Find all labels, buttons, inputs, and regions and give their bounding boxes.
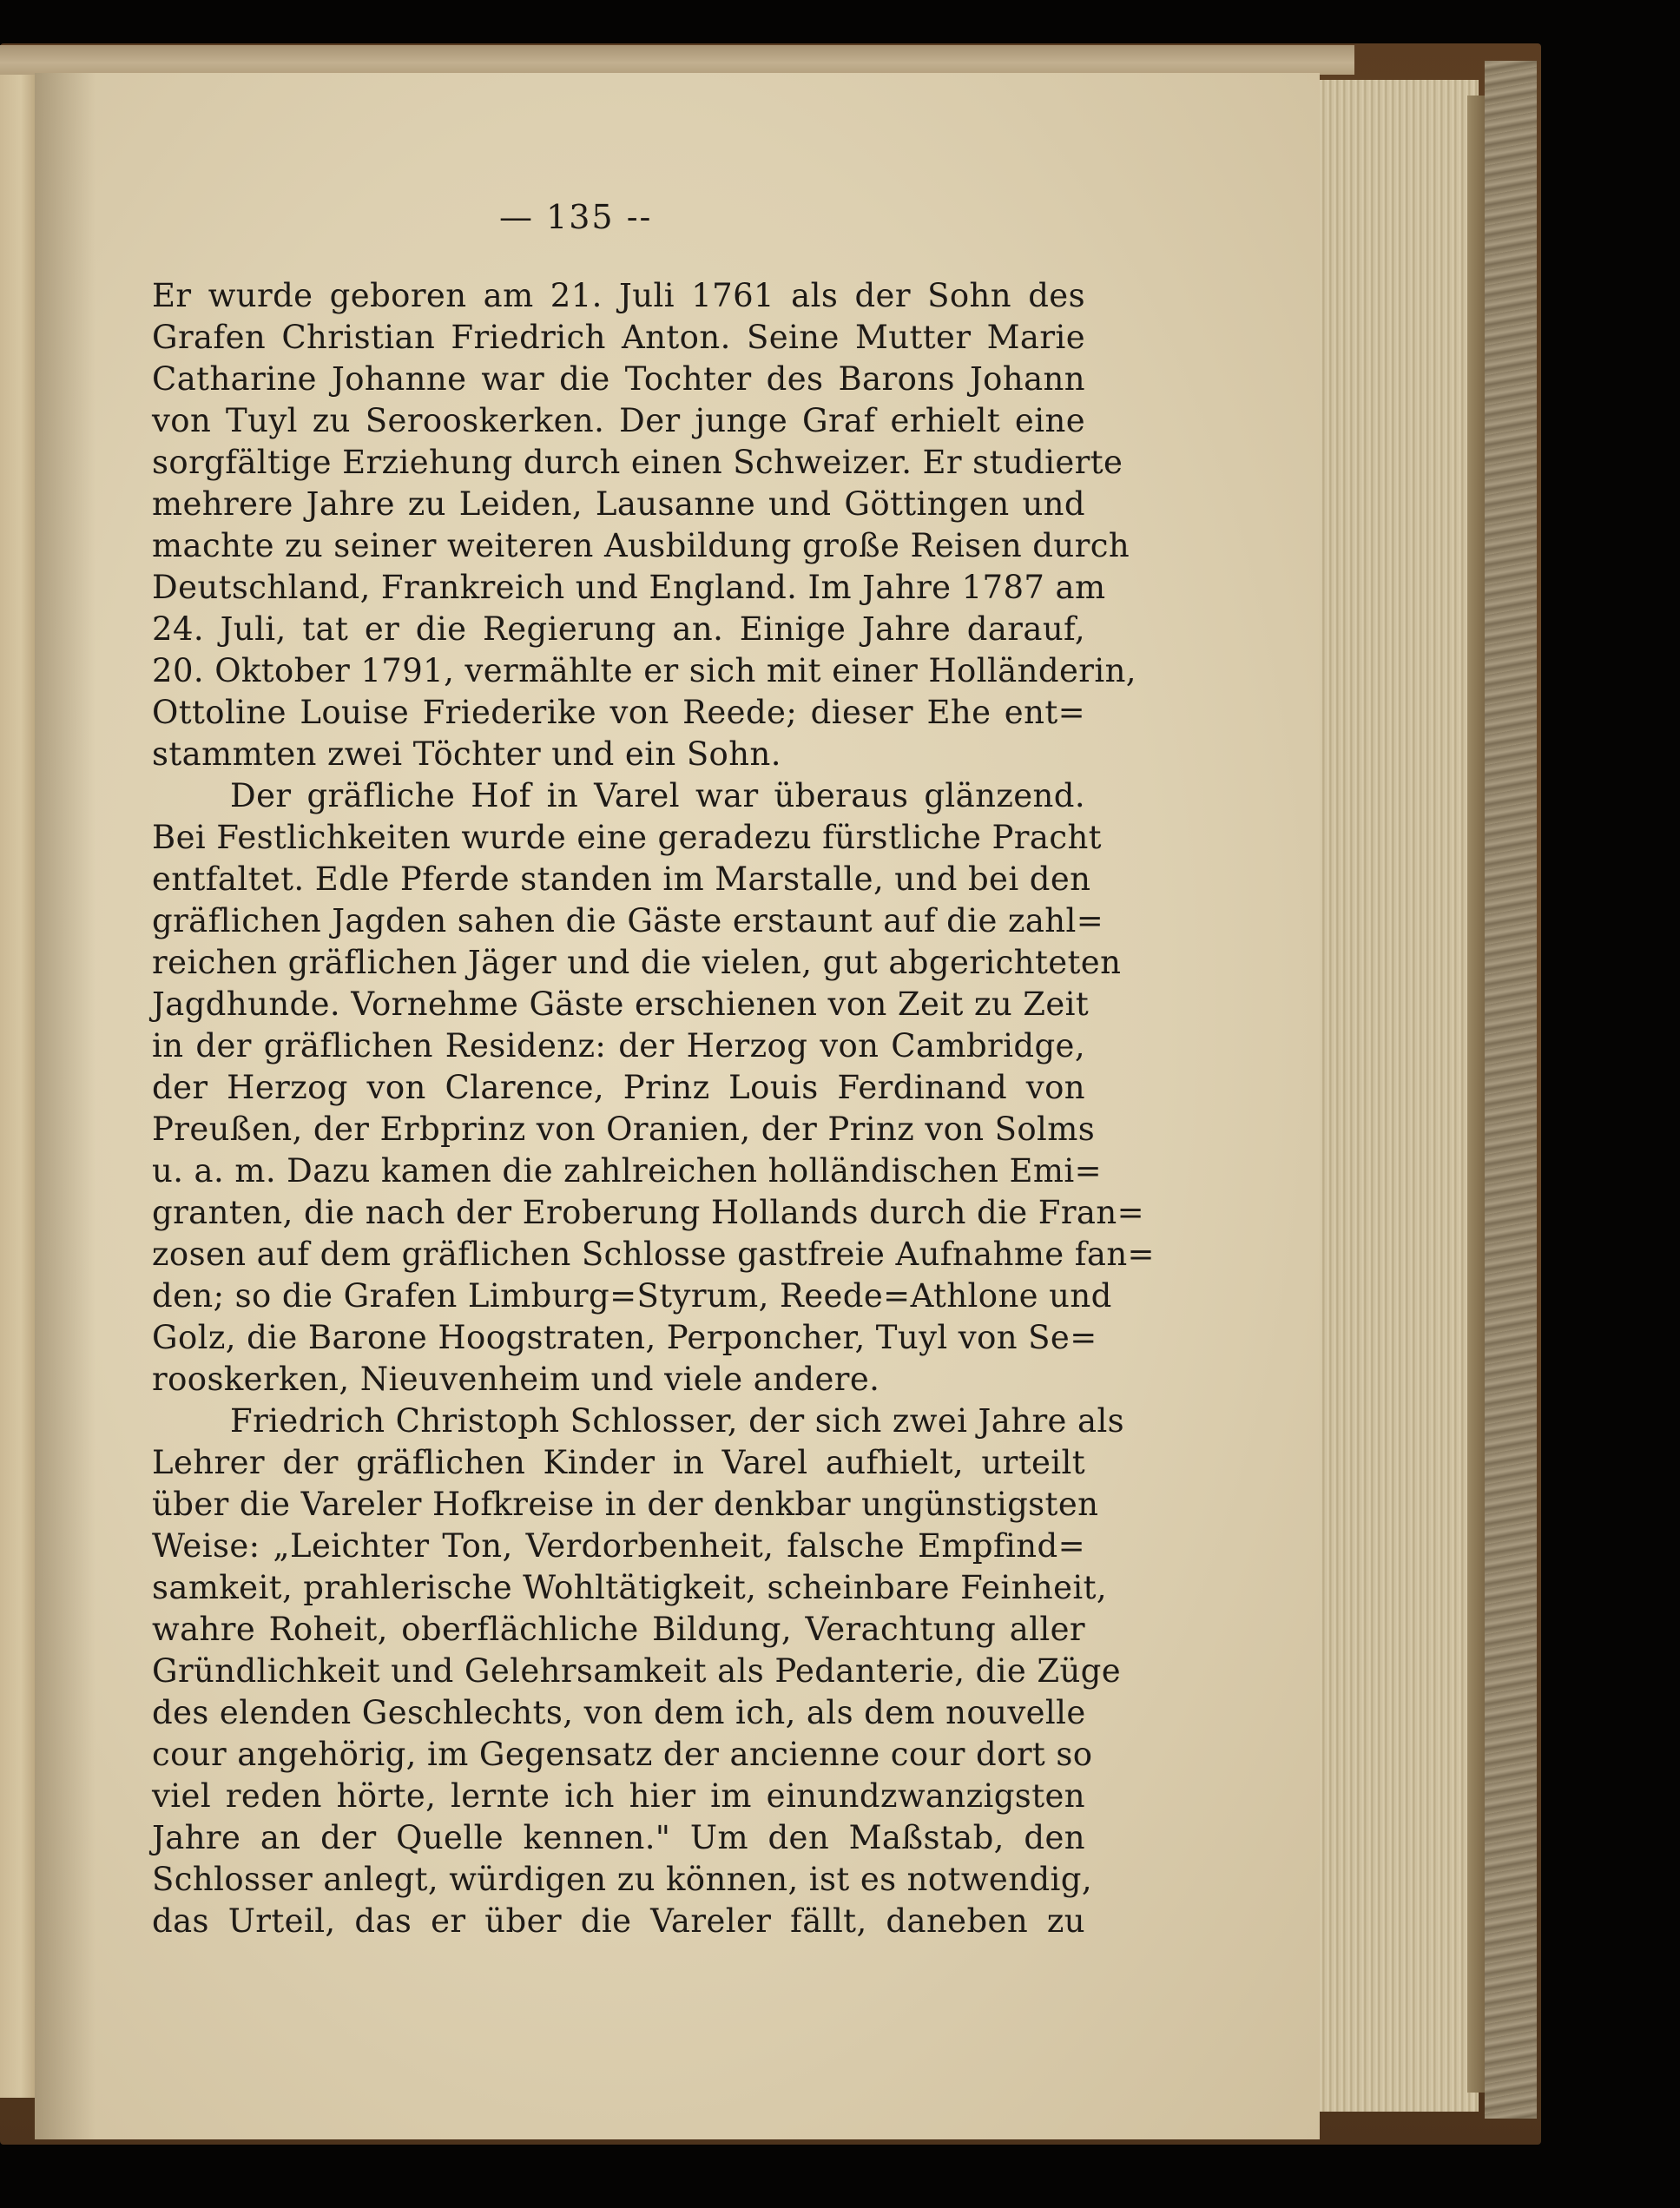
text-line: Preußen, der Erbprinz von Oranien, der Prinz von Solms [152, 1111, 1096, 1148]
text-line: mehrere Jahre zu Leiden, Lausanne und Göttingen und [152, 485, 1085, 523]
text-line: zosen auf dem gräflichen Schlosse gastfreie Aufnahme fan= [152, 1236, 1155, 1273]
text-line: viel reden hörte, lernte ich hier im einundzwanzigsten [152, 1777, 1085, 1815]
page-number: — 135 -- [499, 198, 653, 236]
text-line: Jagdhunde. Vornehme Gäste erschienen von Zeit zu Zeit [152, 985, 1090, 1023]
text-line: entfaltet. Edle Pferde standen im Marstalle, und bei den [152, 860, 1091, 898]
text-line: das Urteil, das er über die Vareler fällt, daneben zu [152, 1902, 1085, 1940]
marbled-endboard [1485, 61, 1537, 2119]
text-line: des elenden Geschlechts, von dem ich, als dem nouvelle [152, 1694, 1086, 1731]
text-line: den; so die Grafen Limburg=Styrum, Reede=Athlone und [152, 1277, 1112, 1315]
text-line: Friedrich Christoph Schlosser, der sich zwei Jahre als [230, 1402, 1125, 1440]
text-line: machte zu seiner weiteren Ausbildung große Reisen durch [152, 527, 1130, 564]
text-line: reichen gräflichen Jäger und die vielen, gut abgerichteten [152, 944, 1122, 981]
text-line: Gründlichkeit und Gelehrsamkeit als Pedanterie, die Züge [152, 1652, 1122, 1690]
previous-page-edge [0, 75, 36, 2098]
text-line: Der gräfliche Hof in Varel war überaus glänzend. [230, 777, 1085, 814]
text-line: gräflichen Jagden sahen die Gäste erstaunt auf die zahl= [152, 902, 1104, 939]
text-line: Lehrer der gräflichen Kinder in Varel aufhielt, urteilt [152, 1444, 1085, 1481]
gutter-shadow [35, 73, 96, 2139]
text-line: granten, die nach der Eroberung Hollands durch die Fran= [152, 1194, 1145, 1231]
text-line: Deutschland, Frankreich und England. Im Jahre 1787 am [152, 569, 1106, 606]
text-line: in der gräflichen Residenz: der Herzog von Cambridge, [152, 1027, 1085, 1064]
text-line: 24. Juli, tat er die Regierung an. Einige Jahre darauf, [152, 610, 1085, 648]
text-line: rooskerken, Nieuvenheim und viele andere. [152, 1361, 880, 1398]
text-line: Bei Festlichkeiten wurde eine geradezu fürstliche Pracht [152, 819, 1102, 856]
text-line: u. a. m. Dazu kamen die zahlreichen holländischen Emi= [152, 1152, 1102, 1190]
cover-top-strip [0, 45, 1354, 75]
text-line: sorgfältige Erziehung durch einen Schweizer. Er studierte [152, 444, 1123, 481]
text-line: Schlosser anlegt, würdigen zu können, ist es notwendig, [152, 1861, 1093, 1898]
text-line: Ottoline Louise Friederike von Reede; dieser Ehe ent= [152, 694, 1085, 731]
text-line: über die Vareler Hofkreise in der denkbar ungünstigsten [152, 1486, 1099, 1523]
text-line: 20. Oktober 1791, vermählte er sich mit einer Holländerin, [152, 652, 1136, 689]
text-line: cour angehörig, im Gegensatz der ancienne cour dort so [152, 1736, 1093, 1773]
text-line: Jahre an der Quelle kennen." Um den Maßstab, den [152, 1819, 1085, 1856]
text-line: Er wurde geboren am 21. Juli 1761 als der Sohn des [152, 277, 1085, 314]
text-line: samkeit, prahlerische Wohltätigkeit, scheinbare Feinheit, [152, 1569, 1108, 1606]
text-line: Golz, die Barone Hoogstraten, Perponcher, Tuyl von Se= [152, 1319, 1097, 1356]
text-line: der Herzog von Clarence, Prinz Louis Ferdinand von [152, 1069, 1085, 1106]
text-line: stammten zwei Töchter und ein Sohn. [152, 735, 781, 773]
text-line: Grafen Christian Friedrich Anton. Seine Mutter Marie [152, 319, 1085, 356]
page-block-edges [1302, 80, 1479, 2112]
text-line: von Tuyl zu Serooskerken. Der junge Graf erhielt eine [152, 402, 1085, 439]
text-line: wahre Roheit, oberflächliche Bildung, Verachtung aller [152, 1611, 1085, 1648]
text-line: Weise: „Leichter Ton, Verdorbenheit, falsche Empfind= [152, 1527, 1085, 1565]
text-line: Catharine Johanne war die Tochter des Barons Johann [152, 360, 1085, 398]
